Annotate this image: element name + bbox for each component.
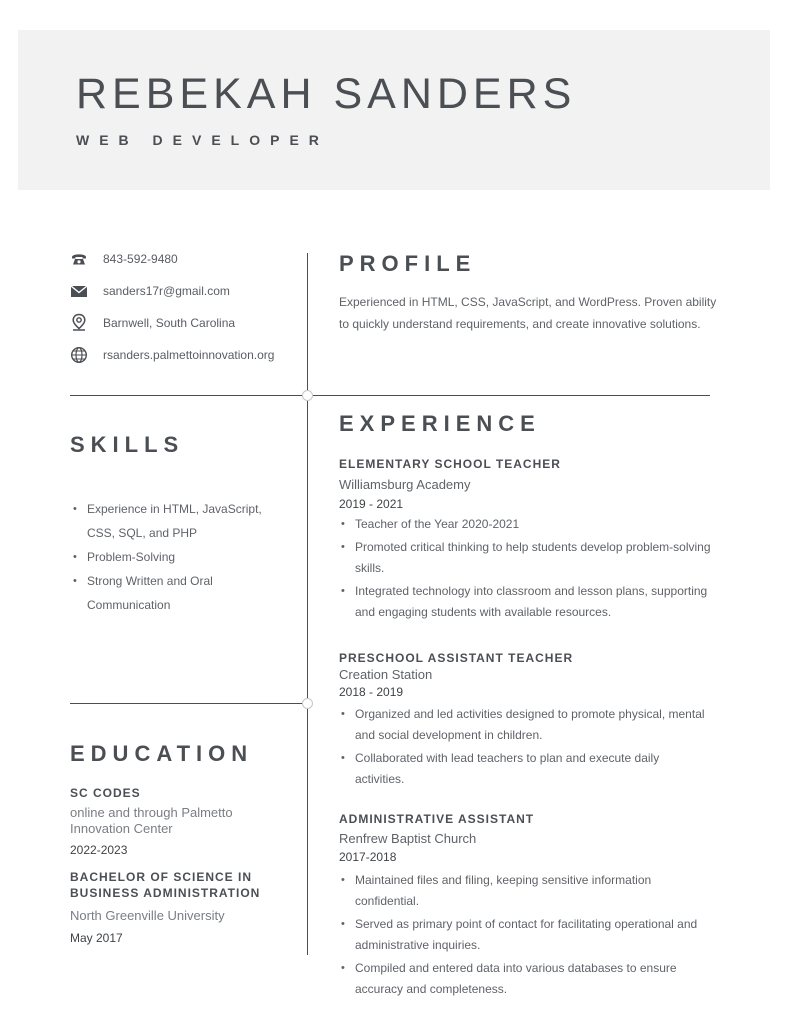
education-heading: EDUCATION [70,741,254,766]
experience-heading: EXPERIENCE [339,411,541,436]
contact-website [70,345,275,365]
profile-heading: PROFILE [339,251,477,276]
divider-node [302,390,313,401]
job-dates: 2018 - 2019 [339,685,404,699]
website-link[interactable]: rsanders.palmettoinnovation.org [103,348,275,362]
job-title: WEB DEVELOPER [76,132,329,148]
phone-icon [70,250,88,268]
education-dates: May 2017 [70,931,123,945]
job-title: PRESCHOOL ASSISTANT TEACHER [339,651,574,665]
globe-icon [70,346,88,364]
profile-text [339,291,724,335]
education-dates: 2022-2023 [70,843,128,857]
phone-text: 843-592-9480 [103,252,178,266]
divider-right-1 [313,395,710,396]
job-bullet: • Collaborated with lead teachers to plan and execute daily activities. [339,748,711,790]
email-link[interactable]: sanders17r@gmail.com [103,284,230,298]
vertical-divider [307,253,308,955]
mail-icon [70,282,88,300]
job-dates: 2019 - 2021 [339,497,404,511]
job-bullet: • Integrated technology into classroom and lesson plans, supporting and engaging students with available resources. [339,581,711,623]
job-bullet: • Teacher of the Year 2020-2021 [339,514,711,535]
job-bullet: • Compiled and entered data into various databases to ensure accuracy and completeness. [339,958,711,1000]
job-title: ELEMENTARY SCHOOL TEACHER [339,457,561,471]
job-dates: 2017-2018 [339,850,397,864]
education-title: BACHELOR OF SCIENCE IN BUSINESS ADMINISTRATION [70,870,261,900]
contact-email [70,281,230,301]
job-organization: Creation Station [339,667,433,682]
job-bullets [339,704,711,792]
job-bullets [339,870,711,1002]
contact-phone [70,249,178,269]
divider-node [302,698,313,709]
job-title: ADMINISTRATIVE ASSISTANT [339,812,535,826]
profile-line: Experienced in HTML, CSS, JavaScript, and WordPress. Proven ability [339,295,717,309]
divider-left-1 [70,395,303,396]
contact-location [70,313,236,333]
job-bullets [339,514,711,625]
profile-line: to quickly understand requirements, and create innovative solutions. [339,317,701,331]
education-institution: North Greenville University [70,908,225,923]
job-bullet: • Maintained files and filing, keeping sensitive information confidential. [339,870,711,912]
skill-item: • Experience in HTML, JavaScript, CSS, SQL, and PHP [71,497,266,545]
skills-heading: SKILLS [70,432,185,457]
skill-item: • Problem-Solving [71,545,266,569]
job-organization: Williamsburg Academy [339,477,471,492]
location-pin-icon [70,314,88,332]
education-institution: online and through Palmetto Innovation Center [70,805,233,836]
skills-list [71,497,266,617]
location-text: Barnwell, South Carolina [103,316,236,330]
job-bullet: • Served as primary point of contact for facilitating operational and administrative inquiries. [339,914,711,956]
education-title: SC CODES [70,786,141,800]
job-bullet: • Organized and led activities designed to promote physical, mental and social development in children. [339,704,711,746]
job-bullet: • Promoted critical thinking to help students develop problem-solving skills. [339,537,711,579]
candidate-name: REBEKAH SANDERS [76,70,577,118]
header-band [18,30,770,190]
divider-left-2 [70,703,303,704]
job-organization: Renfrew Baptist Church [339,831,477,846]
skill-item: • Strong Written and Oral Communication [71,569,266,617]
